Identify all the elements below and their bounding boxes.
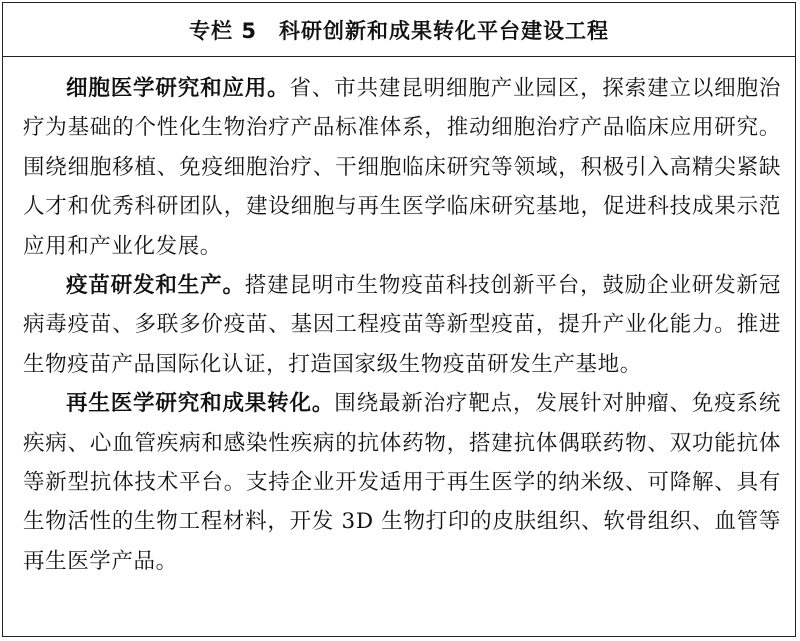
paragraph-body: 搭建昆明市生物疫苗科技创新平台，鼓励企业研发新冠病毒疫苗、多联多价疫苗、基因工程疫苗等新型疫苗，提升产业化能力。推进生物疫苗产品国际化认证，打造国家级生物疫苗研发生产基地。 [23,273,781,377]
paragraph-lead: 再生医学研究和成果转化。 [66,391,335,417]
column-number: 专栏 5 [189,18,257,43]
paragraph-lead: 细胞医学研究和应用。 [66,76,290,101]
column-content [23,69,781,581]
column-title: 科研创新和成果转化平台建设工程 [278,18,609,43]
column-box [2,2,796,637]
column-header [3,3,795,57]
paragraph-vaccine [23,266,781,384]
paragraph-lead: 疫苗研发和生产。 [66,273,245,299]
paragraph-body: 省、市共建昆明细胞产业园区，探索建立以细胞治疗为基础的个性化生物治疗产品标准体系，推动细胞治疗产品临床应用研究。围绕细胞移植、免疫细胞治疗、干细胞临床研究等领域，积极引入高精尖紧缺人才和优秀科研团队，建设细胞与再生医学临床研究基地，促进科技成果示范应用和产业化发展。 [23,76,781,259]
paragraph-body: 围绕最新治疗靶点，发展针对肿瘤、免疫系统疾病、心血管疾病和感染性疾病的抗体药物，搭建抗体偶联药物、双功能抗体等新型抗体技术平台。支持企业开发适用于再生医学的纳米级、可降解、具有生物活性的生物工程材料，开发 3D 生物打印的皮肤组织、软骨组织、血管等再生医学产品。 [23,391,781,574]
paragraph-regenerative-medicine [23,384,781,581]
paragraph-cell-medicine [23,69,781,266]
